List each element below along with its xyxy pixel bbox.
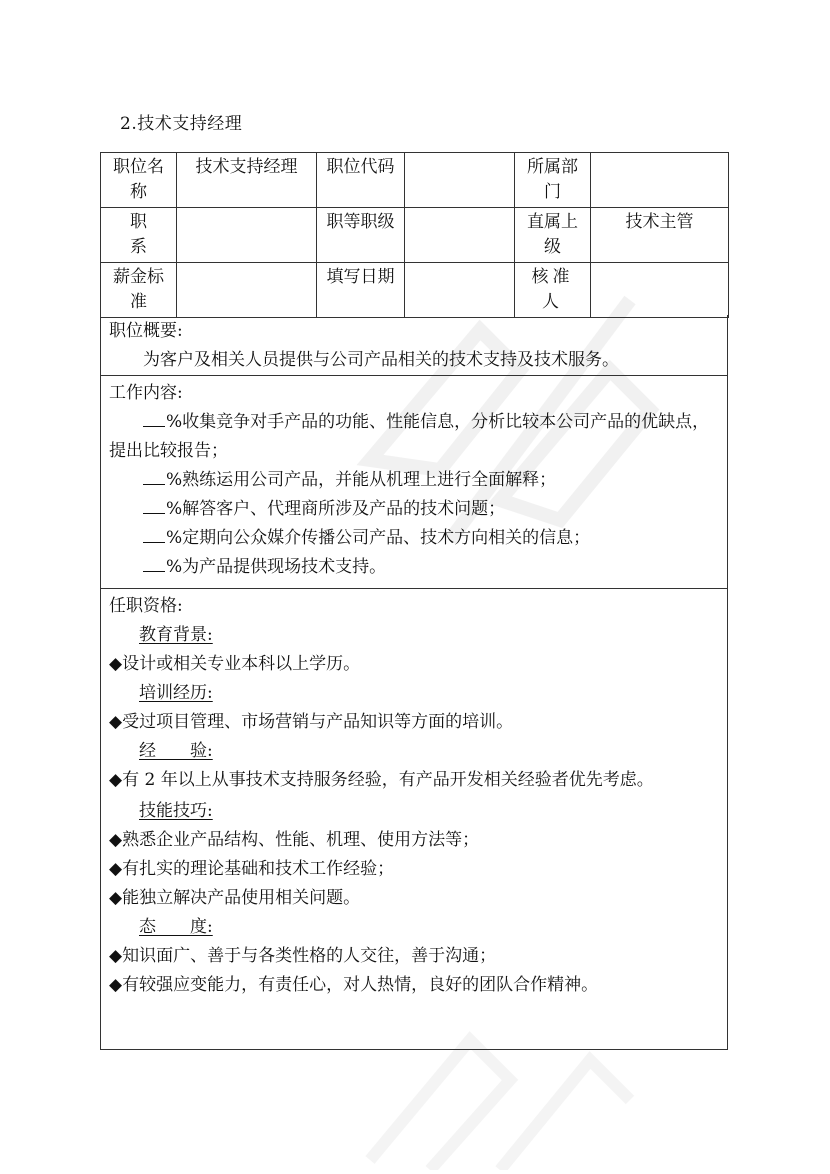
education-item: ◆设计或相关专业本科以上学历。 <box>109 654 361 674</box>
duties-section <box>100 376 728 589</box>
grade-label: 职等职级 <box>317 208 405 263</box>
supervisor-label: 直属上级 <box>515 208 591 263</box>
blank-line <box>143 470 165 485</box>
skills-item: ◆能独立解决产品使用相关问题。 <box>109 888 361 908</box>
duties-heading: 工作内容: <box>109 383 183 403</box>
position-info-table <box>100 152 729 318</box>
date-value <box>405 263 515 318</box>
skills-title: 技能技巧: <box>139 801 213 821</box>
department-label: 所属部门 <box>515 153 591 208</box>
approver-label: 核准人 <box>515 263 591 318</box>
document-title: 2.技术支持经理 <box>120 114 243 134</box>
blank-line <box>143 528 165 543</box>
duty-item: %定期向公众媒介传播公司产品、技术方向相关的信息； <box>101 524 727 553</box>
blank-line <box>143 499 165 514</box>
position-code-label: 职位代码 <box>317 153 405 208</box>
position-name-value: 技术支持经理 <box>177 153 317 208</box>
job-family-label: 职系 <box>101 208 177 263</box>
summary-section <box>100 315 728 376</box>
skills-item: ◆有扎实的理论基础和技术工作经验； <box>109 859 395 879</box>
summary-heading: 职位概要: <box>109 321 183 341</box>
attitude-item: ◆知识面广、善于与各类性格的人交往，善于沟通； <box>109 946 497 966</box>
position-name-label: 职位名称 <box>101 153 177 208</box>
blank-line <box>143 412 165 427</box>
skills-item: ◆熟悉企业产品结构、性能、机理、使用方法等； <box>109 830 480 850</box>
qualifications-heading: 任职资格: <box>109 596 183 616</box>
attitude-title: 态 度: <box>139 917 213 937</box>
experience-title: 经 验: <box>139 741 213 761</box>
grade-value <box>405 208 515 263</box>
approver-value <box>591 263 729 318</box>
training-item: ◆受过项目管理、市场营销与产品知识等方面的培训。 <box>109 712 514 732</box>
salary-value <box>177 263 317 318</box>
supervisor-value: 技术主管 <box>591 208 729 263</box>
duty-item: %为产品提供现场技术支持。 <box>101 553 727 582</box>
attitude-item: ◆有较强应变能力，有责任心，对人热情，良好的团队合作精神。 <box>109 975 599 995</box>
qualifications-section <box>100 589 728 1050</box>
summary-text: 为客户及相关人员提供与公司产品相关的技术支持及技术服务。 <box>143 350 619 370</box>
job-family-value <box>177 208 317 263</box>
education-title: 教育背景: <box>139 625 213 645</box>
department-value <box>591 153 729 208</box>
duty-item: %收集竞争对手产品的功能、性能信息，分析比较本公司产品的优缺点，提出比较报告； <box>109 412 710 461</box>
blank-line <box>143 557 165 572</box>
duty-item: %解答客户、代理商所涉及产品的技术问题； <box>101 495 727 524</box>
position-code-value <box>405 153 515 208</box>
experience-item: ◆有 2 年以上从事技术支持服务经验，有产品开发相关经验者优先考虑。 <box>109 770 654 790</box>
date-label: 填写日期 <box>317 263 405 318</box>
training-title: 培训经历: <box>139 683 213 703</box>
duty-item: %熟练运用公司产品，并能从机理上进行全面解释； <box>101 466 727 495</box>
salary-label: 薪金标准 <box>101 263 177 318</box>
